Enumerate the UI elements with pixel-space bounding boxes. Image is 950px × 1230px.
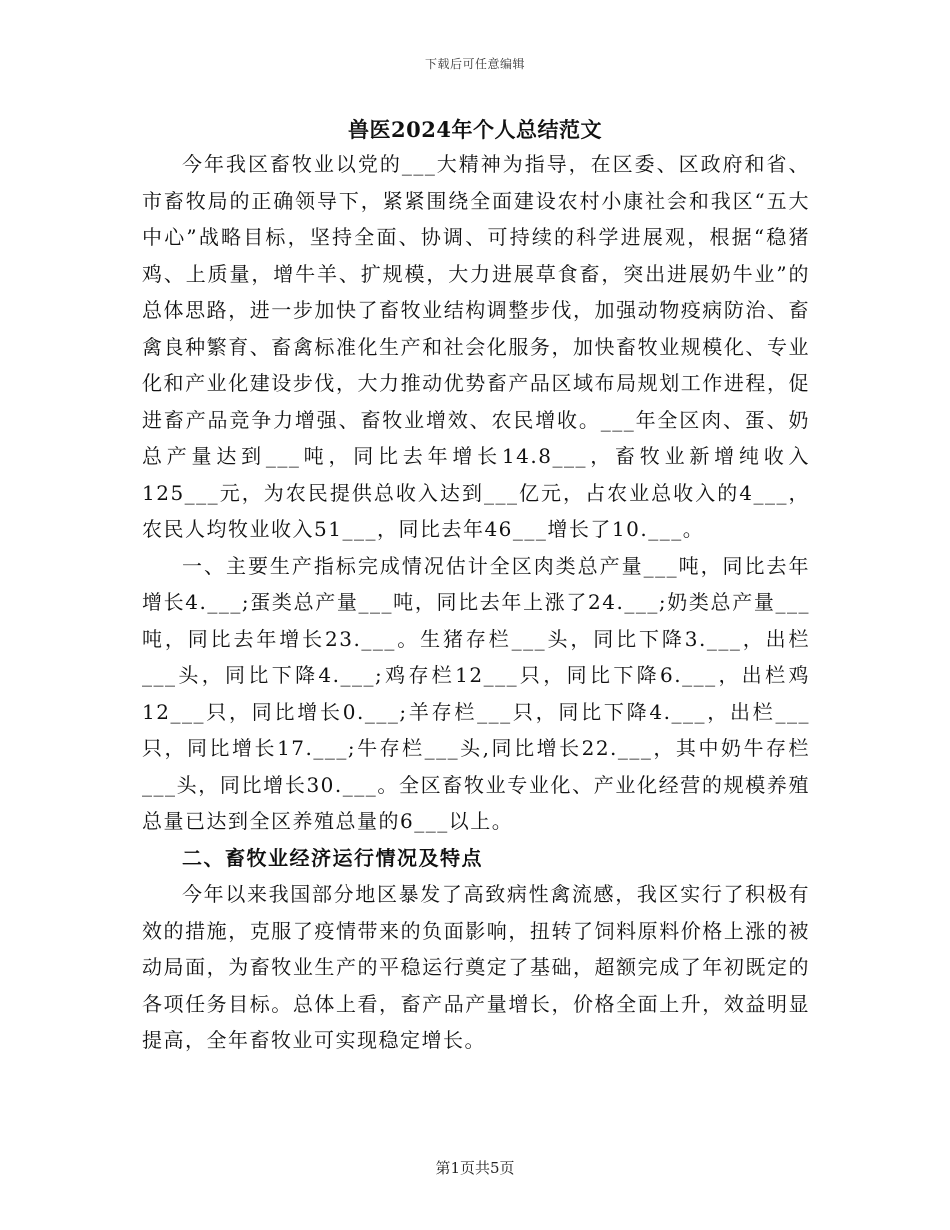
intro-paragraph: 今年我区畜牧业以党的___大精神为指导，在区委、区政府和省、市畜牧局的正确领导下，紧紧围绕全面建设农村小康社会和我区“五大中心”战略目标，坚持全面、协调、可持续的科学进展观，根据“稳猪鸡、上质量，增牛羊、扩规模，大力进展草食畜，突出进展奶牛业”的总体思路，进一步加快了畜牧业结构调整步伐，加强动物疫病防治、畜禽良种繁育、畜禽标准化生产和社会化服务，加快畜牧业规模化、专业化和产业化建设步伐，大力推动优势畜产品区域布局规划工作进程，促进畜产品竞争力增强、畜牧业增效、农民增收。___年全区肉、蛋、奶总产量达到___吨，同比去年增长14.8___，畜牧业新增纯收入125___元，为农民提供总收入达到___亿元，占农业总收入的4___，农民人均牧业收入51___，同比去年46___增长了10.___。 bbox=[142, 152, 810, 541]
economic-operation-paragraph: 今年以来我国部分地区暴发了高致病性禽流感，我区实行了积极有效的措施，克服了疫情带来的负面影响，扭转了饲料原料价格上涨的被动局面，为畜牧业生产的平稳运行奠定了基础，超额完成了年初既定的各项任务目标。总体上看，畜产品产量增长，价格全面上升，效益明显提高，全年畜牧业可实现稳定增长。 bbox=[142, 882, 810, 1052]
production-indicators-paragraph: 一、主要生产指标完成情况估计全区肉类总产量___吨，同比去年增长4.___;蛋类总产量___吨，同比去年上涨了24.___;奶类总产量___吨，同比去年增长23.___。生猪存栏___头，同比下降3.___，出栏___头，同比下降4.___;鸡存栏12___只，同比下降6.___，出栏鸡12___只，同比增长0.___;羊存栏___只，同比下降4.___，出栏___只，同比增长17.___;牛存栏___头,同比增长22.___，其中奶牛存栏___头，同比增长30.___。全区畜牧业专业化、产业化经营的规模养殖总量已达到全区养殖总量的6___以上。 bbox=[142, 553, 810, 833]
document-body bbox=[142, 146, 810, 1059]
document-title: 兽医2024年个人总结范文 bbox=[348, 117, 602, 142]
section-heading: 二、畜牧业经济运行情况及特点 bbox=[182, 845, 483, 870]
header-note: 下载后可任意编辑 bbox=[424, 57, 525, 71]
page-footer: 第1页共5页 bbox=[435, 1159, 515, 1177]
